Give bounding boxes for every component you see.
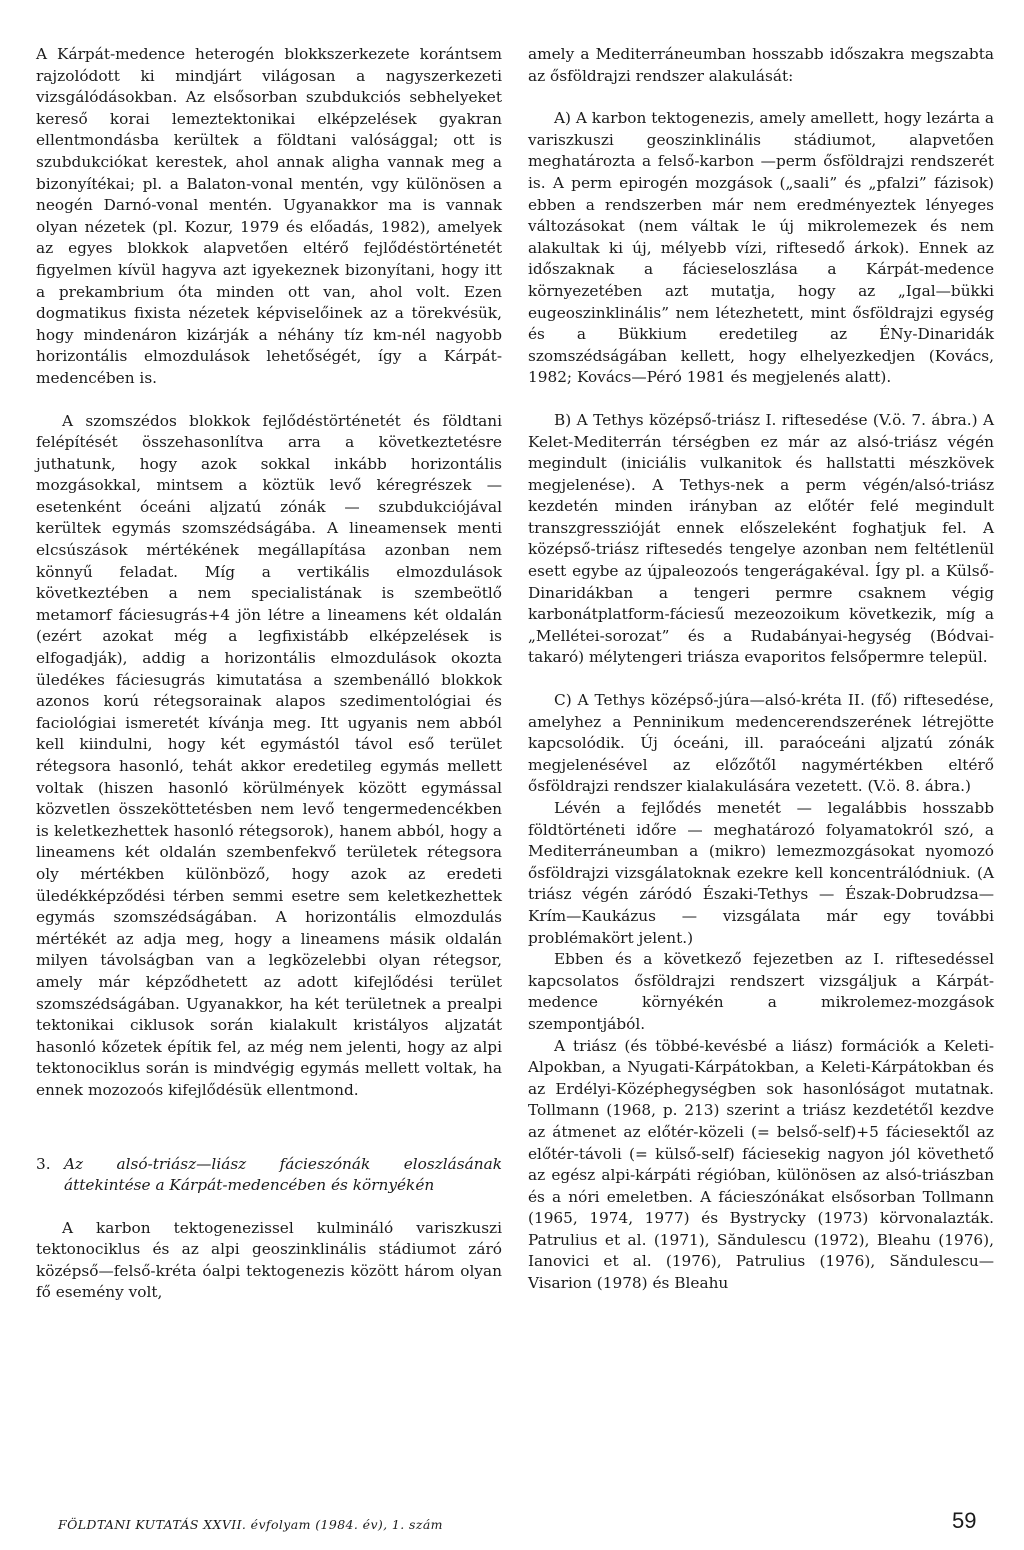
running-footer: FÖLDTANI KUTATÁS XXVII. évfolyam (1984. év), 1. szám (58, 1517, 443, 1532)
paragraph: A karbon tektogenezissel kulmináló variszkuszi tektonociklus és az alpi geoszinklinális stádiumot záró középső—felső-kréta óalpi tektogenezis között három olyan fő esemény volt, (36, 1218, 502, 1302)
section-title: Az alsó-triász—liász fácieszónák eloszlásának áttekintése a Kárpát-medencében és környékén (64, 1154, 502, 1195)
paragraph-item-b: B) A Tethys középső-triász I. riftesedése (V.ö. 7. ábra.) A Kelet-Mediterrán térségben ez már az alsó-triász végén megindult (iniciális vulkanitok és hallstatti mészkövek megjelenése). A Tethys-nek a perm végén/alsó-triász kezdetén minden irányban az előtér felé megindult transzgresszióját ennek előszeleként foghatjuk fel. A középső-triász riftesedés tengelye azonban nem feltétlenül esett egybe az újpaleozoós tengerágakéval. Így pl. a Külső-Dinaridákban a tengeri permre csaknem végig karbonátplatform-fáciesű mezeozoikum következik, míg a „Mellétei-sorozat” és a Rudabányai-hegység (Bódvai-takaró) mélytengeri triásza evaporitos felsőpermre települ. (528, 410, 994, 667)
paragraph: A triász (és többé-kevésbé a liász) formációk a Keleti-Alpokban, a Nyugati-Kárpátokban, a Keleti-Kárpátokban és az Erdélyi-Középhegységben sok hasonlóságot mutatnak. Tollmann (1968, p. 213) szerint a triász kezdetétől kezdve az átmenet az előtér-közeli (= belső-self)+5 fáciesektől az előtér-távoli (= külső-self) fáciesekig nagyon jól követhető az egész alpi-kárpáti régióban, különösen az alsó-triászban és a nóri emeletben. A fácieszónákat elsősorban Tollmann (1965, 1974, 1977) és Bystrycky (1973) körvonalazták. Patrulius et al. (1971), Săndulescu (1972), Bleahu (1976), Ianovici et al. (1976), Patrulius (1976), Săndulescu—Visarion (1978) és Bleahu (528, 1036, 994, 1293)
section-number: 3. (36, 1154, 51, 1173)
page-number: 59 (952, 1508, 977, 1533)
paragraph: Lévén a fejlődés menetét — legalábbis hosszabb földtörténeti időre — meghatározó folyamatokról szó, a Mediterráneumban a (mikro) lemezmozgásokat nyomozó ősföldrajzi vizsgálatoknak ezekre kell koncentrálódniuk. (A triász végén záródó Északi-Tethys — Észak-Dobrudzsa—Krím—Kaukázus — vizsgálata már egy további problémakört jelent.) (528, 799, 994, 947)
paragraph-item-a: A) A karbon tektogenezis, amely amellett, hogy lezárta a variszkuszi geoszinklinális stádiumot, alapvetően meghatározta a felső-karbon —perm ősföldrajzi rendszerét is. A perm epirogén mozgások („saali” és „pfalzi” fázisok) ebben a rendszerben már nem eredményeztek lényeges változásokat (nem váltak le új mikrolemezek és nem alakultak ki új, mélyebb vízi, riftesedő árkok). Ennek az időszaknak a fácieseloszlása a Kárpát-medence környezetében azt mutatja, hogy az „Igal—bükki eugeoszinklinális” nem létezhetett, mint ősföldrajzi egység és a Bükkium eredetileg az ÉNy-Dinaridák szomszédságában kellett, hogy elhelyezkedjen (Kovács, 1982; Kovács—Péró 1981 és megjelenés alatt). (528, 109, 994, 387)
right-column (528, 44, 994, 1295)
paragraph: Ebben és a következő fejezetben az I. riftesedéssel kapcsolatos ősföldrajzi rendszert vizsgáljuk a Kárpát-medence környékén a mikrolemez-mozgások szempontjából. (528, 950, 994, 1033)
paragraph: A szomszédos blokkok fejlődéstörténetét és földtani felépítését összehasonlítva arra a következtetésre juthatunk, hogy azok sokkal inkább horizontális mozgásokkal, mintsem a köztük levő kéregrészek — esetenként óceáni aljzatú zónák — szubdukciójával kerültek egymás szomszédságába. A lineamensek menti elcsúszások mértékének megállapítása azonban nem könnyű feladat. Míg a vertikális elmozdulások következtében a nem specialistának is szembeötlő metamorf fáciesugrás+4 jön létre a lineamens két oldalán (ezért azokat még a legfixistább elképzelések is elfogadják), addig a horizontális elmozdulások okozta üledékes fáciesugrás kimutatása a szembenálló blokkok azonos korú rétegsorainak alapos szedimentológiai és faciológiai ismeretét kívánja meg. Itt ugyanis nem abból kell kiindulni, hogy két egymástól távol eső terület rétegsora hasonló, tehát akkor eredetileg egymás mellett voltak (hiszen hasonló körülmények között egymással közvetlen összeköttetésben nem levő tengermedencékben is keletkezhettek hasonló rétegsorok), hanem abból, hogy a lineamens két oldalán szembenfekvő területek rétegsora oly mértékben különböző, hogy azok az eredeti üledékképződési térben semmi esetre sem keletkezhettek egymás szomszédságában. A horizontális elmozdulás mértékét az adja meg, hogy a lineamens másik oldalán milyen távolságban van a legközelebbi olyan rétegsor, amely már képződhetett az adott kifejlődési terület szomszédságában. Ugyanakkor, ha két területnek a prealpi tektonikai ciklusok során kialakult kristályos aljzatát hasonló kőzetek építik fel, az még nem jelenti, hogy az alpi tektonociklus során is mindvégig egymás mellett voltak, ha ennek mozozoós kifejlődésük ellentmond. (36, 411, 502, 1099)
section-heading (36, 1154, 502, 1197)
paragraph: A Kárpát-medence heterogén blokkszerkezete korántsem rajzolódott ki mindjárt világosan a nagyszerkezeti vizsgálódásokban. Az elsősorban szubdukciós sebhelyeket kereső korai lemeztektonikai elképzelések gyakran ellentmondásba kerültek a földtani valósággal; ott is szubdukciókat kerestek, ahol annak aligha vannak meg a bizonyítékai; pl. a Balaton-vonal mentén, vgy különösen a neogén Darnó-vonal mentén. Ugyanakkor ma is vannak olyan nézetek (pl. Kozur, 1979 és előadás, 1982), amelyek az egyes blokkok alapvetően eltérő fejlődéstörténetét figyelmen kívül hagyva azt igyekeznek bizonyítani, hogy itt a prekambrium óta minden ott van, ahol volt. Ezen dogmatikus fixista nézetek képviselőinek az a törekvésük, hogy mindenáron kizárják a néhány tíz km-nél nagyobb horizontális elmozdulások lehetőségét, így a Kárpát-medencében is. (36, 45, 502, 387)
left-column (36, 44, 502, 1304)
paragraph-item-c: C) A Tethys középső-júra—alsó-kréta II. (fő) riftesedése, amelyhez a Penninikum medencerendszerének létrejötte kapcsolódik. Új óceáni, ill. paraóceáni aljzatú zónák megjelenésével az előzőtől nagymértékben eltérő ősföldrajzi rendszer kialakulására vezetett. (V.ö. 8. ábra.) (528, 691, 994, 796)
paragraph: amely a Mediterráneumban hosszabb időszakra megszabta az ősföldrajzi rendszer alakulását: (528, 45, 994, 85)
